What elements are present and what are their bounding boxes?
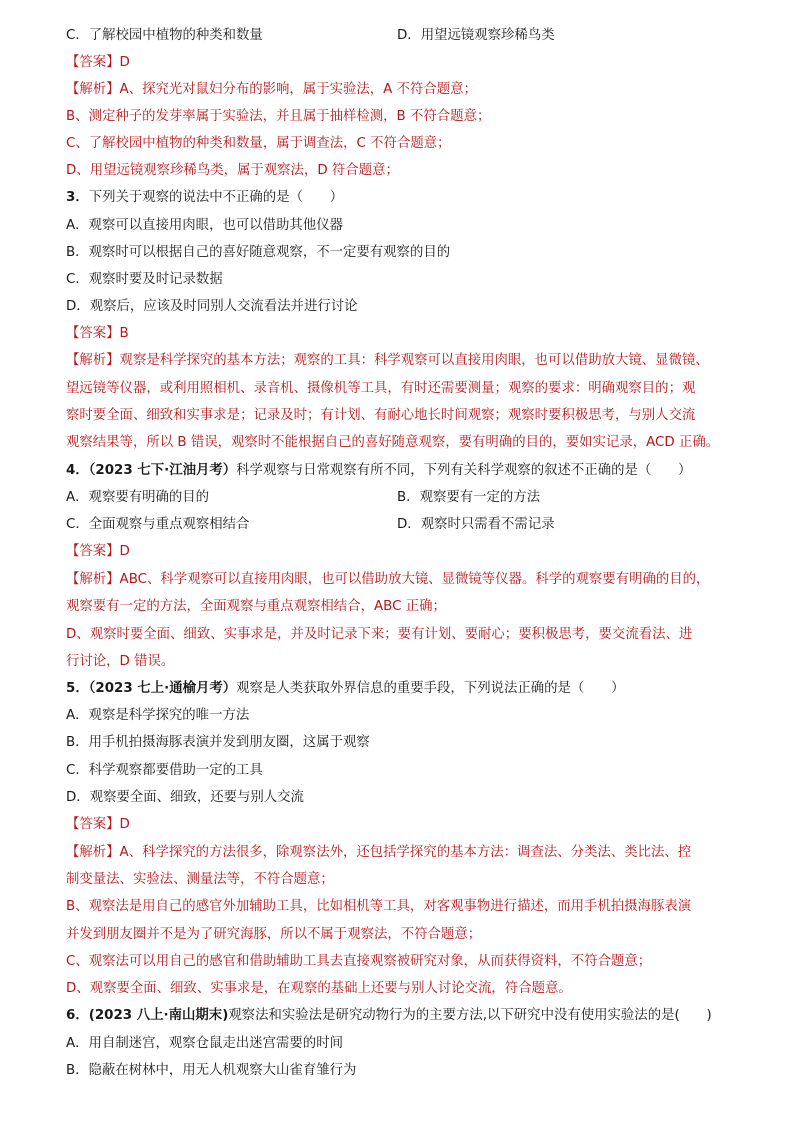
q2-option-d: D．用望远镜观察珍稀鸟类 xyxy=(397,28,555,43)
q2-analysis-line: D、用望远镜观察珍稀鸟类，属于观察法，D 符合题意； xyxy=(66,163,399,178)
q4-source: （2023 七下·江油月考） xyxy=(88,463,237,478)
q3-stem-line xyxy=(66,189,343,207)
q6-number: 6． xyxy=(66,1008,89,1023)
q4-number: 4． xyxy=(66,463,89,478)
q4-option-c: C．全面观察与重点观察相结合 xyxy=(66,517,250,532)
q5-analysis-line: 并发到朋友圈并不是为了研究海豚，所以不属于观察法，不符合题意； xyxy=(66,927,482,942)
q3-number: 3． xyxy=(66,190,89,205)
q5-stem-line xyxy=(66,680,625,698)
q4-option-d: D．观察时只需看不需记录 xyxy=(397,517,555,532)
q4-answer: 【答案】D xyxy=(66,544,130,559)
q2-option-c: C．了解校园中植物的种类和数量 xyxy=(66,28,263,43)
q4-option-b: B．观察要有一定的方法 xyxy=(397,490,541,505)
q5-analysis-line: C、观察法可以用自己的感官和借助辅助工具去直接观察被研究对象，从而获得资料，不符合题意； xyxy=(66,954,652,969)
q4-stem: 科学观察与日常观察有所不同，下列有关科学观察的叙述不正确的是（ ） xyxy=(236,463,692,478)
q6-stem: 观察法和实验法是研究动物行为的主要方法,以下研究中没有使用实验法的是( ) xyxy=(228,1008,712,1023)
q4-options-row xyxy=(66,516,555,534)
q4-analysis-line: 行讨论，D 错误。 xyxy=(66,654,175,669)
q3-stem: 下列关于观察的说法中不正确的是（ ） xyxy=(88,190,344,205)
q4-stem-line xyxy=(66,462,691,480)
q6-option-b: B．隐蔽在树林中，用无人机观察大山雀育雏行为 xyxy=(66,1063,357,1078)
q5-number: 5． xyxy=(66,681,89,696)
q5-option-d: D．观察要全面、细致，还要与别人交流 xyxy=(66,790,304,805)
q5-analysis-line: 制变量法、实验法、测量法等，不符合题意； xyxy=(66,872,334,887)
q5-option-b: B．用手机拍摄海豚表演并发到朋友圈，这属于观察 xyxy=(66,735,370,750)
q3-analysis-line: 望远镜等仪器，或利用照相机、录音机、摄像机等工具，有时还需要测量；观察的要求：明确观察目的；观 xyxy=(66,381,696,396)
q5-analysis-line: B、观察法是用自己的感官外加辅助工具，比如相机等工具，对客观事物进行描述，而用手机拍摄海豚表演 xyxy=(66,899,692,914)
q5-analysis-line: 【解析】A、科学探究的方法很多，除观察法外，还包括学探究的基本方法：调查法、分类法、类比法、控 xyxy=(66,845,692,860)
q3-option-a: A．观察可以直接用肉眼，也可以借助其他仪器 xyxy=(66,218,343,233)
q2-analysis-line: C、了解校园中植物的种类和数量，属于调查法，C 不符合题意； xyxy=(66,136,451,151)
q2-options-row xyxy=(66,27,555,45)
q2-answer: 【答案】D xyxy=(66,55,130,70)
q5-answer: 【答案】D xyxy=(66,817,130,832)
q4-options-row xyxy=(66,489,540,507)
q3-analysis-line: 观察结果等，所以 B 错误，观察时不能根据自己的喜好随意观察，要有明确的目的，要如实记录，ACD 正确。 xyxy=(66,435,720,450)
q3-option-d: D．观察后，应该及时同别人交流看法并进行讨论 xyxy=(66,299,358,314)
q4-analysis-line: 观察要有一定的方法，全面观察与重点观察相结合，ABC 正确； xyxy=(66,599,446,614)
q4-option-a: A．观察要有明确的目的 xyxy=(66,490,210,505)
q2-analysis-line: 【解析】A、探究光对鼠妇分布的影响，属于实验法，A 不符合题意； xyxy=(66,82,477,97)
q3-option-c: C．观察时要及时记录数据 xyxy=(66,272,223,287)
q4-analysis-line: D、观察时要全面、细致、实事求是，并及时记录下来；要有计划、要耐心；要积极思考，要交流看法、进 xyxy=(66,627,693,642)
q5-option-a: A．观察是科学探究的唯一方法 xyxy=(66,708,250,723)
q5-source: （2023 七上·通榆月考） xyxy=(88,681,237,696)
q6-option-a: A．用自制迷宫，观察仓鼠走出迷宫需要的时间 xyxy=(66,1036,343,1051)
q5-analysis-line: D、观察要全面、细致、实事求是，在观察的基础上还要与别人讨论交流，符合题意。 xyxy=(66,981,572,996)
q4-analysis-line: 【解析】ABC、科学观察可以直接用肉眼，也可以借助放大镜、显微镜等仪器。科学的观察要有明确的目的， xyxy=(66,572,710,587)
q5-stem: 观察是人类获取外界信息的重要手段，下列说法正确的是（ ） xyxy=(236,681,625,696)
q3-analysis-line: 【解析】观察是科学探究的基本方法；观察的工具：科学观察可以直接用肉眼，也可以借助放大镜、显微镜、 xyxy=(66,353,709,368)
q6-stem-line xyxy=(66,1007,712,1025)
q2-analysis-line: B、测定种子的发芽率属于实验法，并且属于抽样检测，B 不符合题意； xyxy=(66,109,491,124)
q3-answer: 【答案】B xyxy=(66,326,129,341)
q6-source: (2023 八上·南山期末) xyxy=(88,1008,229,1023)
q3-analysis-line: 察时要全面、细致和实事求是；记录及时；有计划、有耐心地长时间观察；观察时要积极思考，与别人交流 xyxy=(66,408,696,423)
q5-option-c: C．科学观察都要借助一定的工具 xyxy=(66,763,263,778)
q3-option-b: B．观察时可以根据自己的喜好随意观察，不一定要有观察的目的 xyxy=(66,245,451,260)
